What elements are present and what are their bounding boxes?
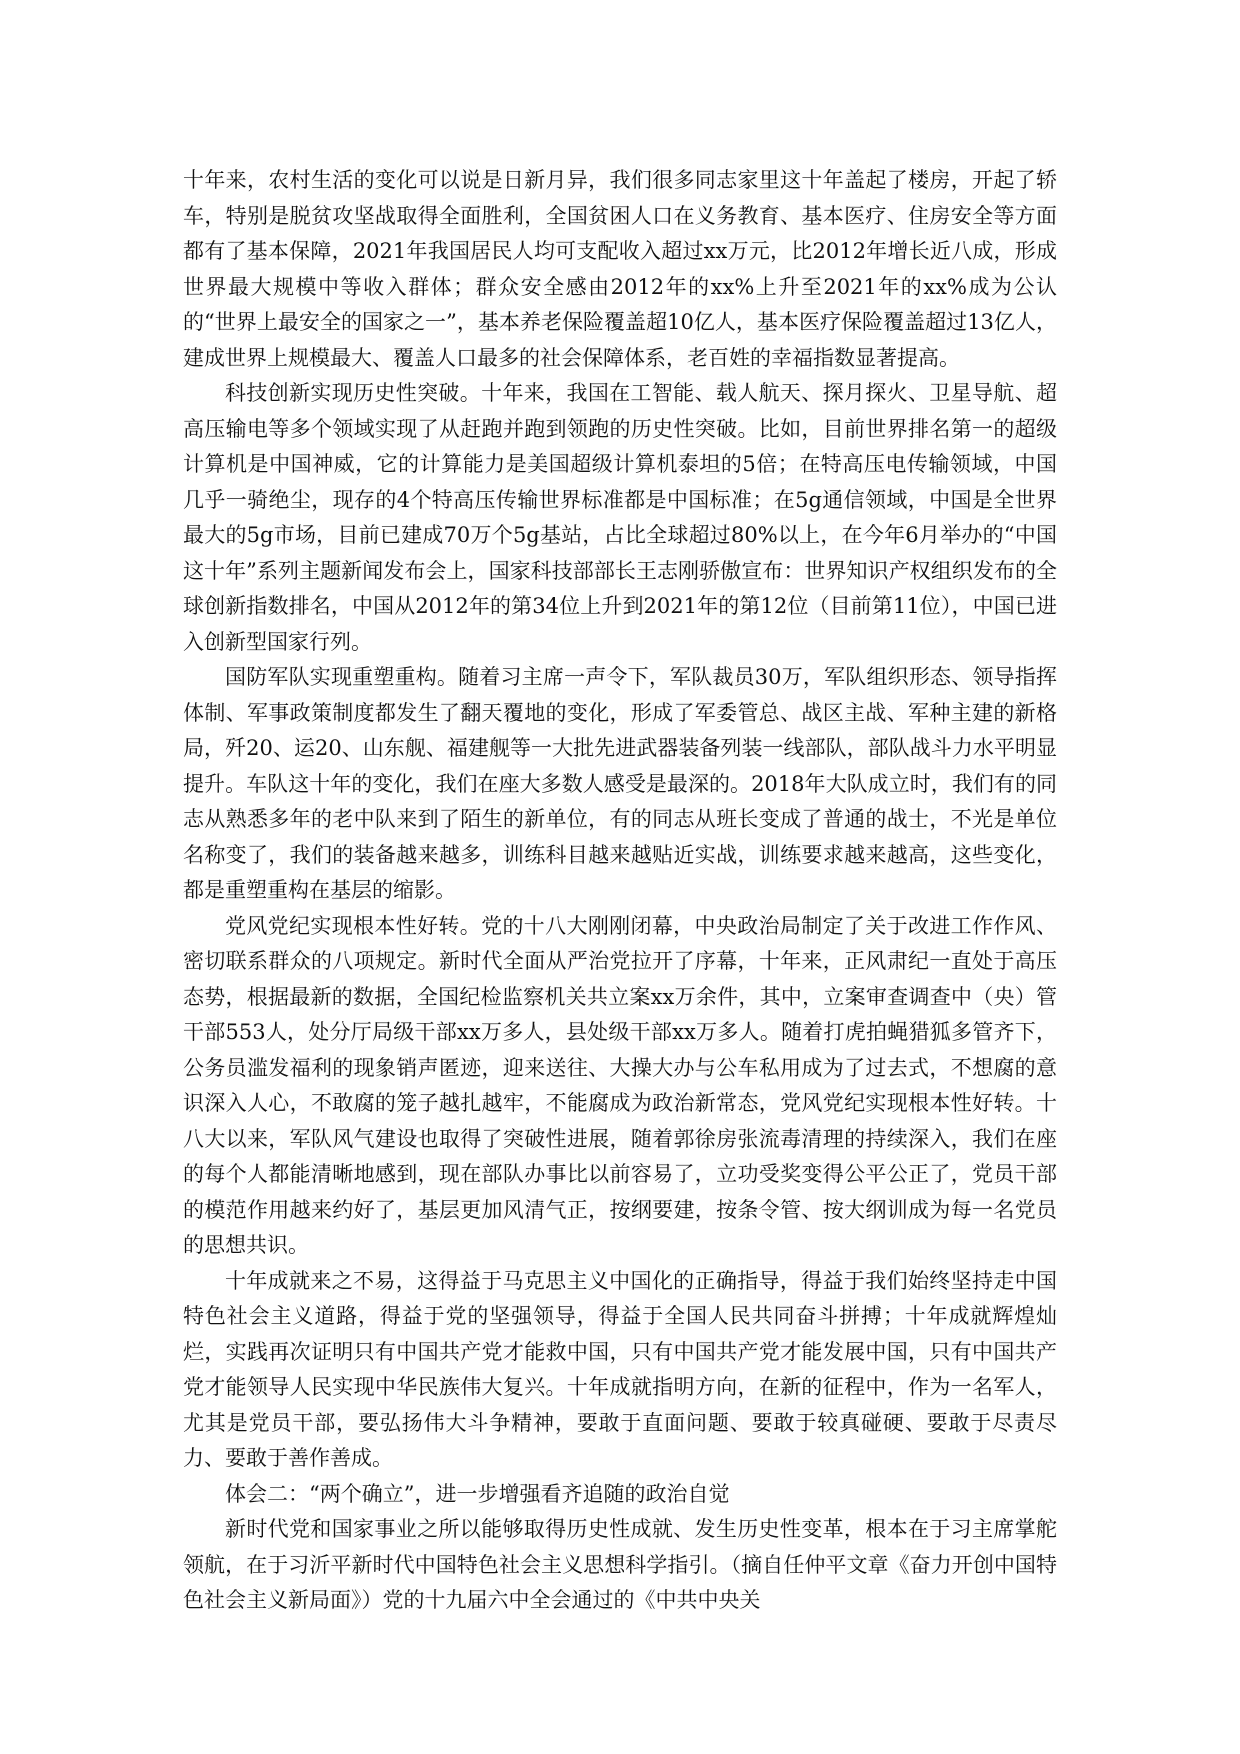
section-heading-two-establishments: 体会二：“两个确立”，进一步增强看齐追随的政治自觉 <box>225 1481 730 1506</box>
paragraph-ten-year-achievements: 十年成就来之不易，这得益于马克思主义中国化的正确指导，得益于我们始终坚持走中国特色社会主义道路，得益于党的坚强领导，得益于全国人民共同奋斗拼搏；十年成就辉煌灿烂，实践再次证明只有中国共产党才能救中国，只有中国共产党才能发展中国，只有中国共产党才能领导人民实现中华民族伟大复兴。十年成就指明方向，在新的征程中，作为一名军人，尤其是党员干部，要弘扬伟大斗争精神，要敢于直面问题、要敢于较真碰硬、要敢于尽责尽力、要敢于善作善成。 <box>183 1268 1057 1470</box>
paragraph-rural-life: 十年来，农村生活的变化可以说是日新月异，我们很多同志家里这十年盖起了楼房，开起了轿车，特别是脱贫攻坚战取得全面胜利，全国贫困人口在义务教育、基本医疗、住房安全等方面都有了基本保障，2021年我国居民人均可支配收入超过xx万元，比2012年增长近八成，形成世界最大规模中等收入群体；群众安全感由2012年的xx%上升至2021年的xx%成为公认的“世界上最安全的国家之一”，基本养老保险覆盖超10亿人，基本医疗保险覆盖超过13亿人，建成世界上规模最大、覆盖人口最多的社会保障体系，老百姓的幸福指数显著提高。 <box>183 168 1057 370</box>
paragraph-new-era: 新时代党和国家事业之所以能够取得历史性成就、发生历史性变革，根本在于习主席掌舵领航，在于习沂平新时代中国特色社会主义思想科学指引。（摘自任仲平文章《奋力开创中国特色社会主义新局面》）党的十九届六中全会通过的《中共中央关 <box>183 1517 1057 1612</box>
paragraph-tech-innovation: 科技创新实现历史性突破。十年来，我国在工智能、载人航天、探月探火、卫星导航、超高压输电等多个领域实现了从赶跑并跑到领跑的历史性突破。比如，目前世界排名第一的超级计算机是中国神威，它的计算能力是美国超级计算机泰坦的5倍；在特高压电传输领域，中国几乎一骑绝尘，现存的4个特高压传输世界标准都是中国标准；在5g通信领域，中国是全世界最大的5g市场，目前已建成70万个5g基站，占比全球超过80%以上，在今年6月举办的“中国这十年”系列主题新闻发布会上，国家科技部部长王志刚骄傲宣布：世界知识产权组织发布的全球创新指数排名，中国从2012年的第34位上升到2021年的第12位（目前第11位），中国已进入创新型国家行列。 <box>183 381 1057 654</box>
document-body <box>183 163 1057 1619</box>
paragraph-party-discipline: 党风党纪实现根本性好转。党的十八大刚刚闭幕，中央政治局制定了关于改进工作作风、密切联系群众的八项规定。新时代全面从严治党拉开了序幕，十年来，正风肃纪一直处于高压态势，根据最新的数据，全国纪检监察机关共立案xx万余件，其中，立案审查调查中（央）管干部553人，处分厅局级干部xx万多人，县处级干部xx万多人。随着打虎拍蝇猎狐多管齐下，公务员滥发福利的现象销声匿迹，迎来送往、大操大办与公车私用成为了过去式，不想腐的意识深入人心，不敢腐的笼子越扎越牢，不能腐成为政治新常态，党风党纪实现根本性好转。十八大以来，军队风气建设也取得了突破性进展，随着郭徐房张流毒清理的持续深入，我们在座的每个人都能清晰地感到，现在部队办事比以前容易了，立功受奖变得公平公正了，党员干部的模范作用越来约好了，基层更加风清气正，按纲要建，按条令管、按大纲训成为每一名党员的思想共识。 <box>183 913 1057 1257</box>
paragraph-military-reform: 国防军队实现重塑重构。随着习主席一声令下，军队裁员30万，军队组织形态、领导指挥体制、军事政策制度都发生了翻天覆地的变化，形成了军委管总、战区主战、军种主建的新格局，歼20、运20、山东舰、福建舰等一大批先进武器装备列装一线部队，部队战斗力水平明显提升。车队这十年的变化，我们在座大多数人感受是最深的。2018年大队成立时，我们有的同志从熟悉多年的老中队来到了陌生的新单位，有的同志从班长变成了普通的战士，不光是单位名称变了，我们的装备越来越多，训练科目越来越贴近实战，训练要求越来越高，这些变化，都是重塑重构在基层的缩影。 <box>183 665 1057 902</box>
